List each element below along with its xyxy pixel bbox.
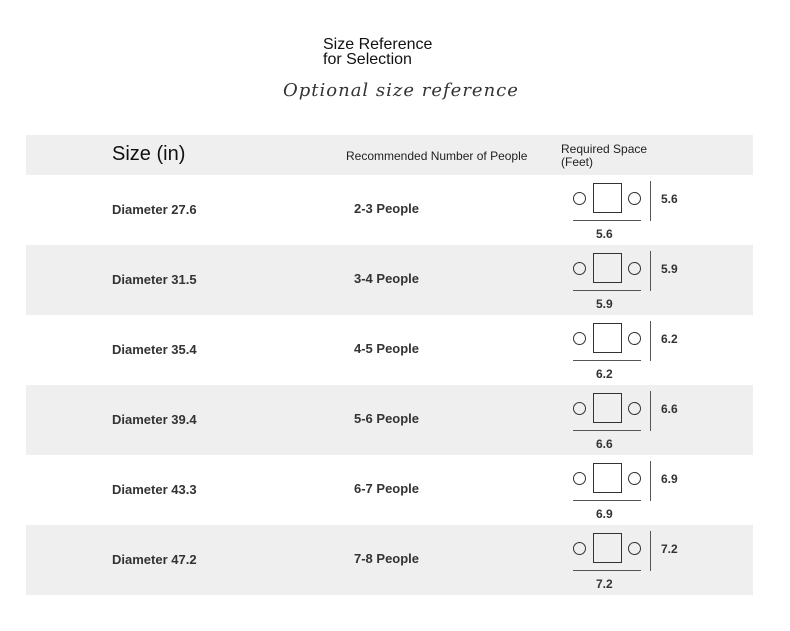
dimension-line-horizontal	[573, 220, 641, 221]
table-header	[26, 135, 753, 175]
chair-left-icon	[573, 332, 586, 345]
people-value: 6-7 People	[354, 481, 420, 496]
size-table	[26, 135, 753, 595]
space-value-right: 6.9	[661, 472, 678, 486]
size-value: Diameter 35.4	[112, 342, 197, 357]
size-value: Diameter 27.6	[112, 202, 197, 217]
table-row	[26, 245, 753, 315]
table-icon	[593, 253, 622, 283]
header-space-line-2: (Feet)	[561, 155, 594, 169]
chair-right-icon	[628, 192, 641, 205]
dimension-line-vertical	[650, 181, 651, 221]
space-diagram	[572, 181, 692, 243]
size-value: Diameter 39.4	[112, 412, 197, 427]
size-value: Diameter 43.3	[112, 482, 197, 497]
chair-left-icon	[573, 542, 586, 555]
table-row	[26, 455, 753, 525]
people-value: 2-3 People	[354, 201, 420, 216]
table-icon	[593, 183, 622, 213]
title-line-2: for Selection	[323, 51, 412, 68]
chair-right-icon	[628, 332, 641, 345]
space-diagram	[572, 321, 692, 383]
chair-right-icon	[628, 402, 641, 415]
size-value: Diameter 47.2	[112, 552, 197, 567]
space-value-bottom: 6.2	[596, 367, 613, 381]
space-diagram	[572, 461, 692, 523]
dimension-line-horizontal	[573, 570, 641, 571]
table-body	[26, 175, 753, 595]
table-row	[26, 175, 753, 245]
people-value: 3-4 People	[354, 271, 420, 286]
dimension-line-vertical	[650, 391, 651, 431]
dimension-line-vertical	[650, 531, 651, 571]
header-space-line-1: Required Space	[561, 142, 648, 156]
page-title	[323, 37, 432, 67]
space-value-bottom: 6.6	[596, 437, 613, 451]
table-icon	[593, 533, 622, 563]
space-diagram	[572, 531, 692, 593]
title-line-1: Size Reference	[323, 36, 433, 53]
dimension-line-horizontal	[573, 500, 641, 501]
table-row	[26, 315, 753, 385]
space-diagram	[572, 251, 692, 313]
page-subtitle: Optional size reference	[283, 80, 519, 101]
people-value: 5-6 People	[354, 411, 420, 426]
table-icon	[593, 393, 622, 423]
size-value: Diameter 31.5	[112, 272, 197, 287]
dimension-line-horizontal	[573, 290, 641, 291]
chair-left-icon	[573, 192, 586, 205]
dimension-line-vertical	[650, 321, 651, 361]
dimension-line-vertical	[650, 251, 651, 291]
table-row	[26, 385, 753, 455]
table-icon	[593, 323, 622, 353]
space-value-right: 5.6	[661, 192, 678, 206]
dimension-line-vertical	[650, 461, 651, 501]
dimension-line-horizontal	[573, 430, 641, 431]
dimension-line-horizontal	[573, 360, 641, 361]
space-value-bottom: 7.2	[596, 577, 613, 591]
header-size: Size (in)	[112, 143, 186, 165]
header-people: Recommended Number of People	[346, 149, 528, 163]
chair-right-icon	[628, 262, 641, 275]
table-row	[26, 525, 753, 595]
chair-left-icon	[573, 262, 586, 275]
table-icon	[593, 463, 622, 493]
header-space	[561, 143, 681, 169]
space-value-right: 6.6	[661, 402, 678, 416]
space-value-right: 7.2	[661, 542, 678, 556]
space-value-bottom: 5.9	[596, 297, 613, 311]
people-value: 7-8 People	[354, 551, 420, 566]
chair-left-icon	[573, 472, 586, 485]
space-value-bottom: 6.9	[596, 507, 613, 521]
space-value-bottom: 5.6	[596, 227, 613, 241]
people-value: 4-5 People	[354, 341, 420, 356]
chair-right-icon	[628, 472, 641, 485]
space-value-right: 6.2	[661, 332, 678, 346]
space-value-right: 5.9	[661, 262, 678, 276]
chair-right-icon	[628, 542, 641, 555]
chair-left-icon	[573, 402, 586, 415]
space-diagram	[572, 391, 692, 453]
